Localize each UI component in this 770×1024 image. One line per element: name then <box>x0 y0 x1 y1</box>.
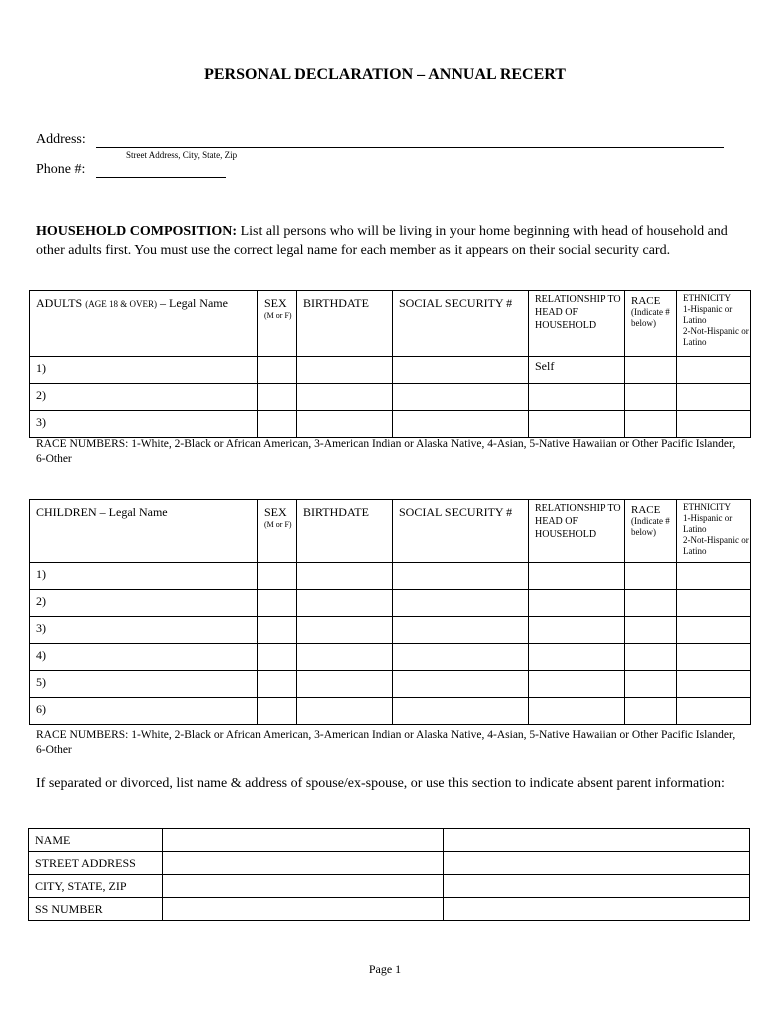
adults-name-header: ADULTS (AGE 18 & OVER) – Legal Name <box>30 291 258 357</box>
city-input-2[interactable] <box>444 875 750 898</box>
child-birthdate-cell[interactable] <box>297 590 393 617</box>
household-heading: HOUSEHOLD COMPOSITION: <box>36 224 238 239</box>
ssn-input-2[interactable] <box>444 898 750 921</box>
page-number: Page 1 <box>368 962 402 976</box>
household-intro <box>36 222 736 260</box>
child-race-cell[interactable] <box>625 698 677 725</box>
child-ssn-cell[interactable] <box>393 617 529 644</box>
adults-sex-header: SEX (M or F) <box>258 291 297 357</box>
child-ethnicity-cell[interactable] <box>677 698 751 725</box>
child-relationship-cell[interactable] <box>529 644 625 671</box>
adult-race-cell[interactable] <box>625 411 677 438</box>
adults-relationship-header: RELATIONSHIP TO HEAD OF HOUSEHOLD <box>529 291 625 357</box>
child-birthdate-cell[interactable] <box>297 698 393 725</box>
adult-row-number: 1) <box>30 357 258 384</box>
adult-birthdate-cell[interactable] <box>297 384 393 411</box>
children-race-header: RACE (Indicate # below) <box>625 500 677 563</box>
page-title: PERSONAL DECLARATION – ANNUAL RECERT <box>204 66 566 83</box>
child-ethnicity-cell[interactable] <box>677 590 751 617</box>
child-birthdate-cell[interactable] <box>297 617 393 644</box>
children-name-header: CHILDREN – Legal Name <box>30 500 258 563</box>
child-race-cell[interactable] <box>625 671 677 698</box>
address-label: Address: <box>36 132 86 147</box>
adults-table <box>29 290 751 438</box>
child-birthdate-cell[interactable] <box>297 563 393 590</box>
adult-race-cell[interactable] <box>625 384 677 411</box>
table-row <box>29 829 750 852</box>
name-input-2[interactable] <box>444 829 750 852</box>
adults-ethnicity-header: ETHNICITY 1-Hispanic or Latino 2-Not-Hispanic or Latino <box>677 291 751 357</box>
adult-race-cell[interactable] <box>625 357 677 384</box>
child-ethnicity-cell[interactable] <box>677 617 751 644</box>
table-row <box>30 357 751 384</box>
child-ssn-cell[interactable] <box>393 563 529 590</box>
adult-row-number: 3) <box>30 411 258 438</box>
children-sex-header: SEX (M or F) <box>258 500 297 563</box>
child-ethnicity-cell[interactable] <box>677 644 751 671</box>
field-label-ssn: SS NUMBER <box>29 898 163 921</box>
field-label-street: STREET ADDRESS <box>29 852 163 875</box>
adult-birthdate-cell[interactable] <box>297 357 393 384</box>
adults-race-header: RACE (Indicate # below) <box>625 291 677 357</box>
adult-relationship-cell[interactable] <box>529 384 625 411</box>
children-race-note: RACE NUMBERS: 1-White, 2-Black or African American, 3-American Indian or Alaska Native, 4-Asian, 5-Native Hawaiian or Other Pacific Islander, 6-Other <box>36 729 736 756</box>
child-row-number: 6) <box>30 698 258 725</box>
adult-sex-cell[interactable] <box>258 411 297 438</box>
child-relationship-cell[interactable] <box>529 617 625 644</box>
child-row-number: 3) <box>30 617 258 644</box>
adult-birthdate-cell[interactable] <box>297 411 393 438</box>
children-ssn-header: SOCIAL SECURITY # <box>393 500 529 563</box>
absent-parent-instructions: If separated or divorced, list name & address of spouse/ex-spouse, or use this section to indicate absent parent information: <box>36 776 725 791</box>
adult-ssn-cell[interactable] <box>393 411 529 438</box>
children-table <box>29 499 751 725</box>
child-ssn-cell[interactable] <box>393 698 529 725</box>
adult-ethnicity-cell[interactable] <box>677 384 751 411</box>
adult-relationship-cell[interactable] <box>529 411 625 438</box>
table-row <box>29 875 750 898</box>
child-ssn-cell[interactable] <box>393 590 529 617</box>
ssn-input-1[interactable] <box>163 898 444 921</box>
adult-ethnicity-cell[interactable] <box>677 411 751 438</box>
adults-ssn-header: SOCIAL SECURITY # <box>393 291 529 357</box>
child-race-cell[interactable] <box>625 563 677 590</box>
table-row <box>30 644 751 671</box>
table-row <box>30 698 751 725</box>
table-row <box>30 617 751 644</box>
child-sex-cell[interactable] <box>258 698 297 725</box>
child-race-cell[interactable] <box>625 644 677 671</box>
address-hint: Street Address, City, State, Zip <box>126 150 238 160</box>
absent-parent-table <box>28 828 750 921</box>
child-row-number: 5) <box>30 671 258 698</box>
phone-field[interactable] <box>96 177 226 178</box>
child-ethnicity-cell[interactable] <box>677 563 751 590</box>
child-row-number: 1) <box>30 563 258 590</box>
adults-race-note: RACE NUMBERS: 1-White, 2-Black or African American, 3-American Indian or Alaska Native, 4-Asian, 5-Native Hawaiian or Other Pacific Islander, 6-Other <box>36 438 736 465</box>
adult-relationship-cell[interactable]: Self <box>529 357 625 384</box>
phone-label: Phone #: <box>36 162 86 177</box>
table-row <box>30 590 751 617</box>
child-ssn-cell[interactable] <box>393 644 529 671</box>
field-label-name: NAME <box>29 829 163 852</box>
child-race-cell[interactable] <box>625 590 677 617</box>
table-row <box>30 384 751 411</box>
table-row <box>30 671 751 698</box>
table-row <box>29 898 750 921</box>
child-row-number: 4) <box>30 644 258 671</box>
child-relationship-cell[interactable] <box>529 590 625 617</box>
child-relationship-cell[interactable] <box>529 671 625 698</box>
adult-sex-cell[interactable] <box>258 384 297 411</box>
child-row-number: 2) <box>30 590 258 617</box>
child-relationship-cell[interactable] <box>529 698 625 725</box>
field-label-city: CITY, STATE, ZIP <box>29 875 163 898</box>
table-row <box>29 852 750 875</box>
child-birthdate-cell[interactable] <box>297 671 393 698</box>
child-sex-cell[interactable] <box>258 671 297 698</box>
child-birthdate-cell[interactable] <box>297 644 393 671</box>
children-relationship-header: RELATIONSHIP TO HEAD OF HOUSEHOLD <box>529 500 625 563</box>
adult-ethnicity-cell[interactable] <box>677 357 751 384</box>
children-birthdate-header: BIRTHDATE <box>297 500 393 563</box>
child-relationship-cell[interactable] <box>529 563 625 590</box>
adult-row-number: 2) <box>30 384 258 411</box>
table-row <box>30 563 751 590</box>
adult-ssn-cell[interactable] <box>393 357 529 384</box>
child-ethnicity-cell[interactable] <box>677 671 751 698</box>
adults-birthdate-header: BIRTHDATE <box>297 291 393 357</box>
adult-sex-cell[interactable] <box>258 357 297 384</box>
city-input-1[interactable] <box>163 875 444 898</box>
street-input-1[interactable] <box>163 852 444 875</box>
child-sex-cell[interactable] <box>258 590 297 617</box>
child-sex-cell[interactable] <box>258 617 297 644</box>
adult-ssn-cell[interactable] <box>393 384 529 411</box>
table-row <box>30 411 751 438</box>
address-field[interactable] <box>96 147 724 148</box>
child-ssn-cell[interactable] <box>393 671 529 698</box>
household-text: List all persons who will be living in your home beginning with head of household and other adults first. You must use the correct legal name for each member as it appears on their social security card. <box>36 224 728 258</box>
children-ethnicity-header: ETHNICITY 1-Hispanic or Latino 2-Not-Hispanic or Latino <box>677 500 751 563</box>
name-input-1[interactable] <box>163 829 444 852</box>
child-sex-cell[interactable] <box>258 563 297 590</box>
child-race-cell[interactable] <box>625 617 677 644</box>
street-input-2[interactable] <box>444 852 750 875</box>
child-sex-cell[interactable] <box>258 644 297 671</box>
